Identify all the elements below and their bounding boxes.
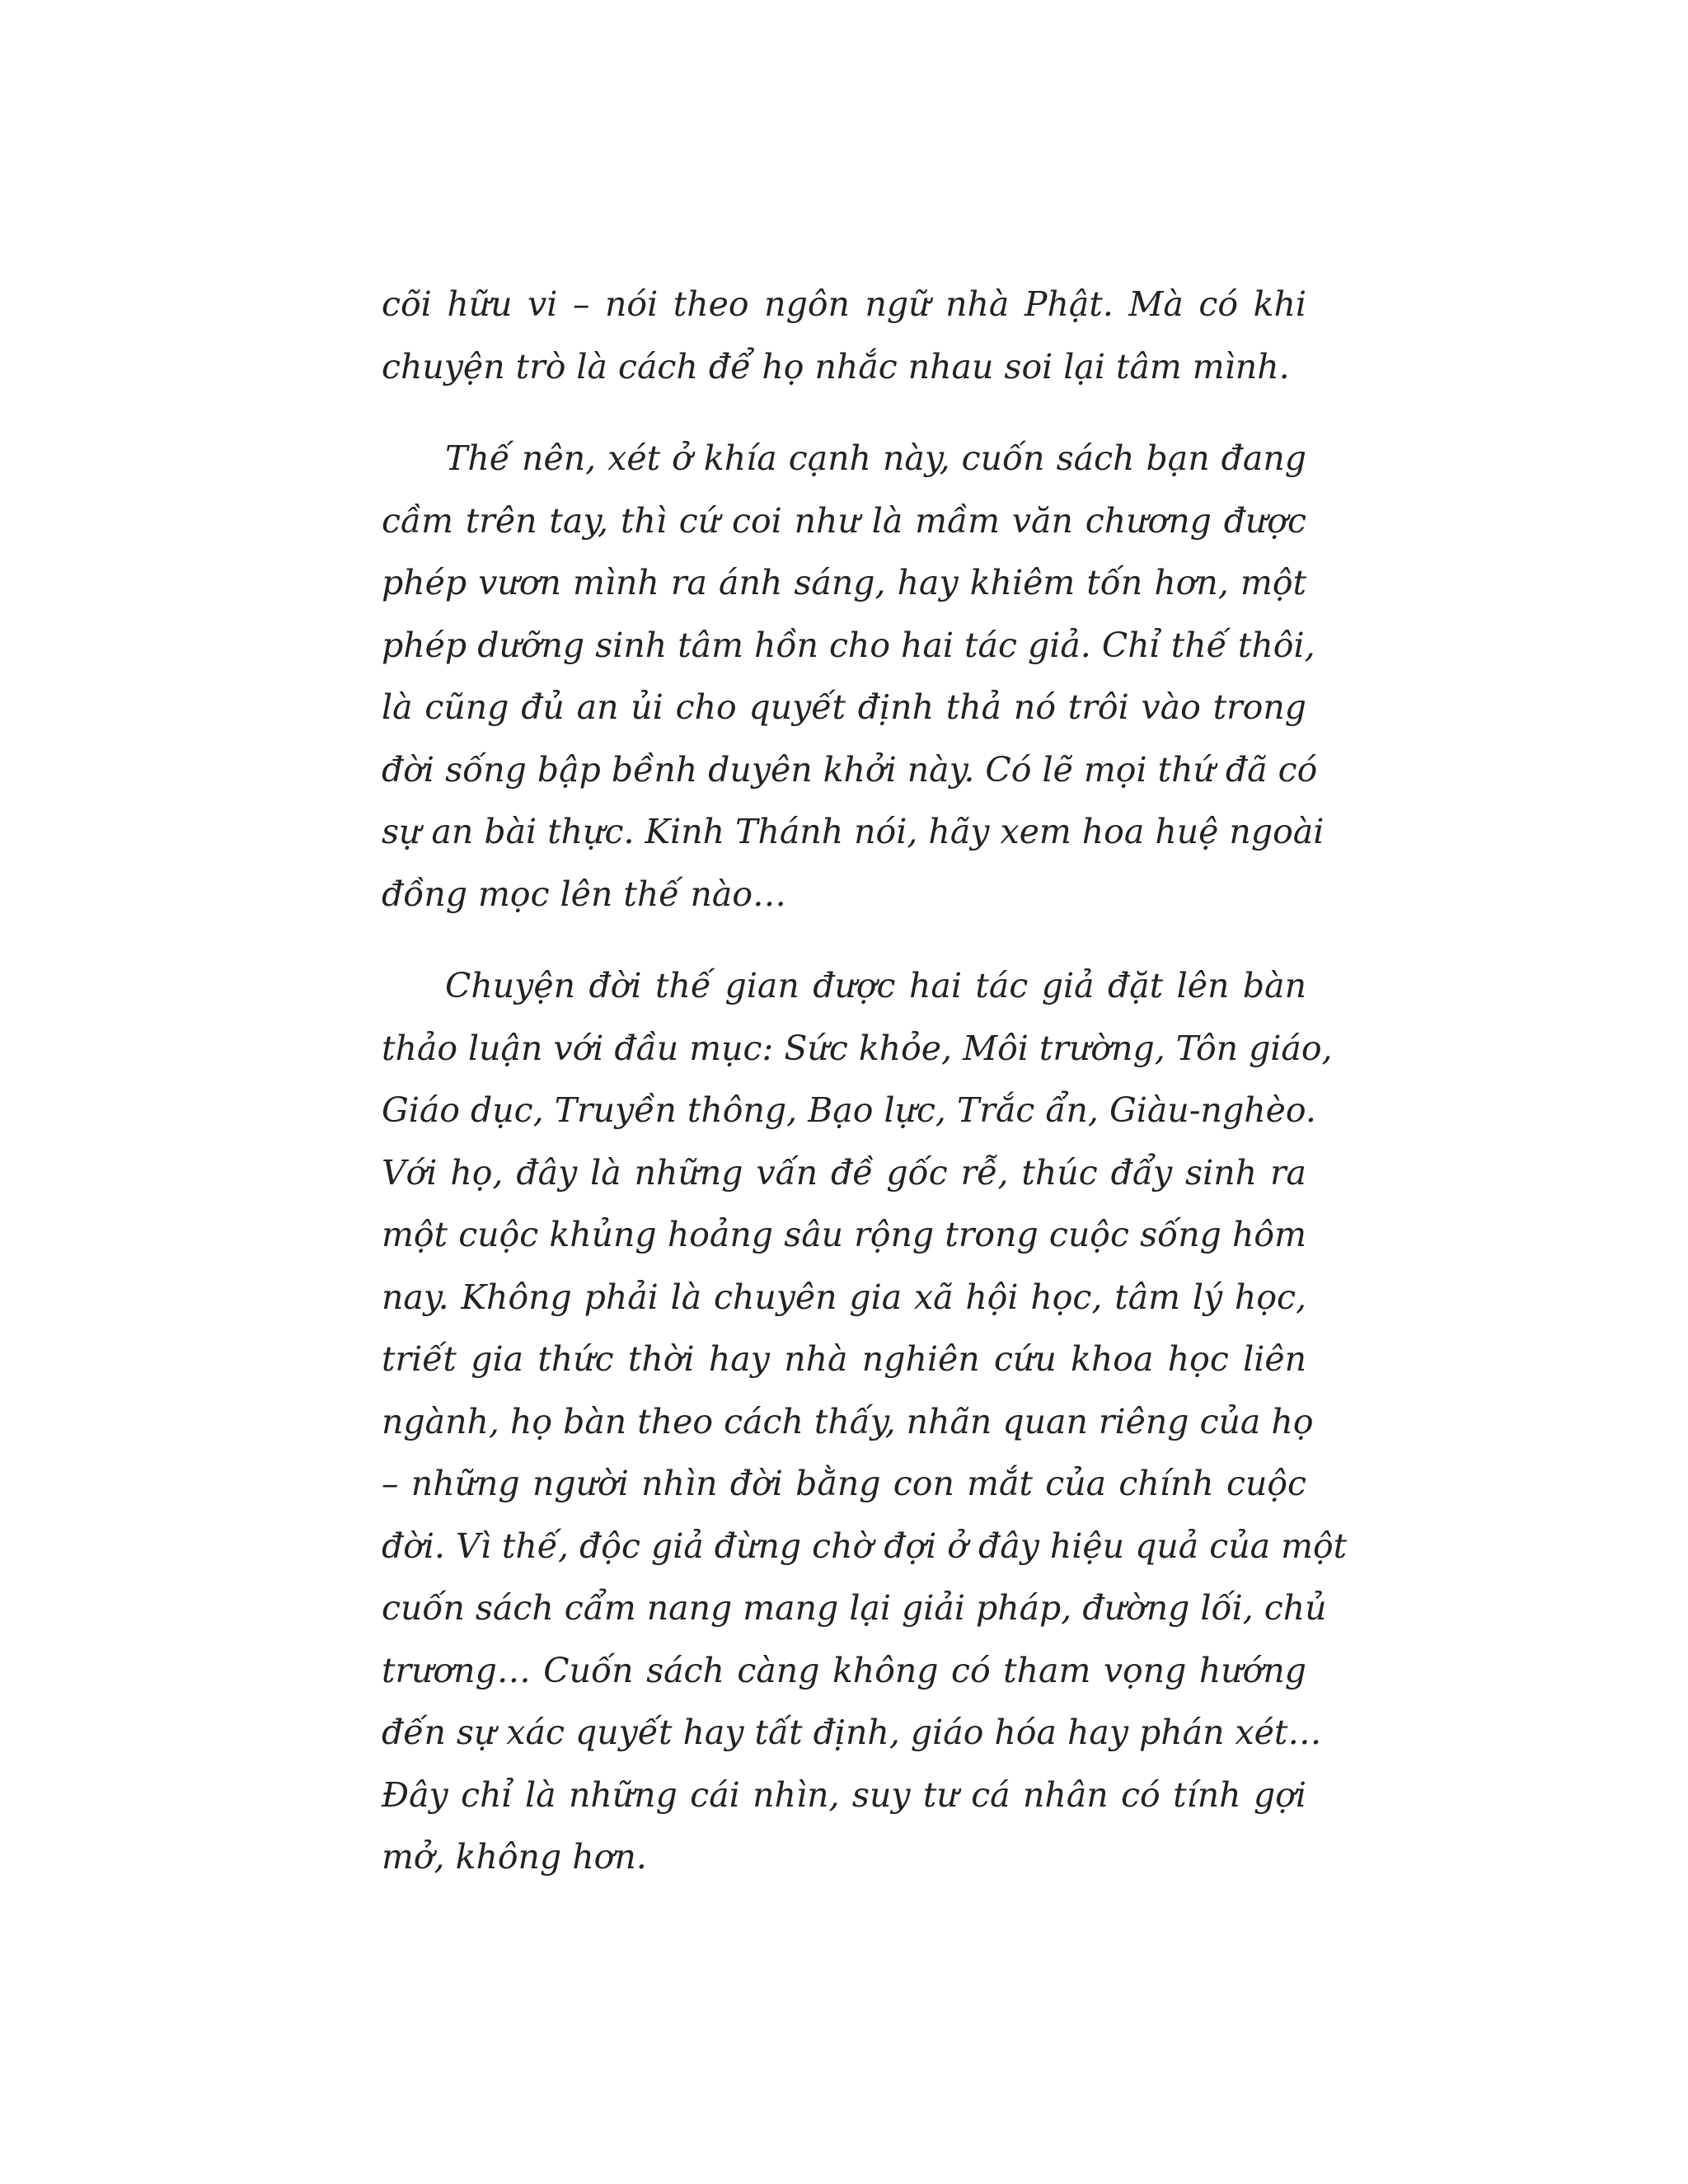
text-line: Đây chỉ là những cái nhìn, suy tư cá nhân có tính gợi (382, 1774, 1306, 1815)
text-line: Chuyện đời thế gian được hai tác giả đặt lên bàn (445, 966, 1306, 1005)
text-line: cõi hữu vi – nói theo ngôn ngữ nhà Phật. Mà có khi (382, 284, 1306, 324)
text-line: ngành, họ bàn theo cách thấy, nhãn quan riêng của họ (382, 1401, 1314, 1441)
text-line: đến sự xác quyết hay tất định, giáo hóa hay phán xét… (382, 1713, 1322, 1752)
text-line: triết gia thức thời hay nhà nghiên cứu khoa học liên (382, 1339, 1306, 1379)
text-line: chuyện trò là cách để họ nhắc nhau soi lại tâm mình. (382, 346, 1290, 387)
text-line: thảo luận với đầu mục: Sức khỏe, Môi trường, Tôn giáo, (382, 1028, 1333, 1068)
text-line: nay. Không phải là chuyên gia xã hội học, tâm lý học, (382, 1277, 1306, 1317)
text-line: Giáo dục, Truyền thông, Bạo lực, Trắc ẩn, Giàu-nghèo. (382, 1090, 1316, 1130)
text-line: mở, không hơn. (382, 1837, 647, 1877)
text-line: đời. Vì thế, độc giả đừng chờ đợi ở đây hiệu quả của một (382, 1526, 1348, 1566)
text-line: trương… Cuốn sách càng không có tham vọng hướng (382, 1650, 1306, 1690)
paragraph-3 (382, 955, 1348, 1889)
text-line: cuốn sách cẩm nang mang lại giải pháp, đường lối, chủ (382, 1588, 1327, 1628)
text-line: – những người nhìn đời bằng con mắt của chính cuộc (382, 1464, 1306, 1503)
text-line: cầm trên tay, thì cứ coi như là mầm văn chương được (382, 500, 1306, 541)
text-line: phép vươn mình ra ánh sáng, hay khiêm tốn hơn, một (382, 563, 1306, 602)
text-line: một cuộc khủng hoảng sâu rộng trong cuộc sống hôm (382, 1215, 1306, 1254)
text-line: là cũng đủ an ủi cho quyết định thả nó trôi vào trong (382, 687, 1306, 727)
paragraph-1 (382, 274, 1306, 398)
text-line: đời sống bập bềnh duyên khởi này. Có lẽ mọi thứ đã có (382, 749, 1318, 790)
paragraph-2 (382, 428, 1325, 926)
text-line: Thế nên, xét ở khía cạnh này, cuốn sách bạn đang (445, 438, 1306, 478)
text-line: Với họ, đây là những vấn đề gốc rễ, thúc đẩy sinh ra (382, 1152, 1306, 1193)
body-text (382, 274, 1348, 1919)
text-line: đồng mọc lên thế nào… (382, 874, 787, 914)
text-line: phép dưỡng sinh tâm hồn cho hai tác giả. Chỉ thế thôi, (382, 625, 1315, 665)
text-line: sự an bài thực. Kinh Thánh nói, hãy xem hoa huệ ngoài (382, 812, 1325, 851)
